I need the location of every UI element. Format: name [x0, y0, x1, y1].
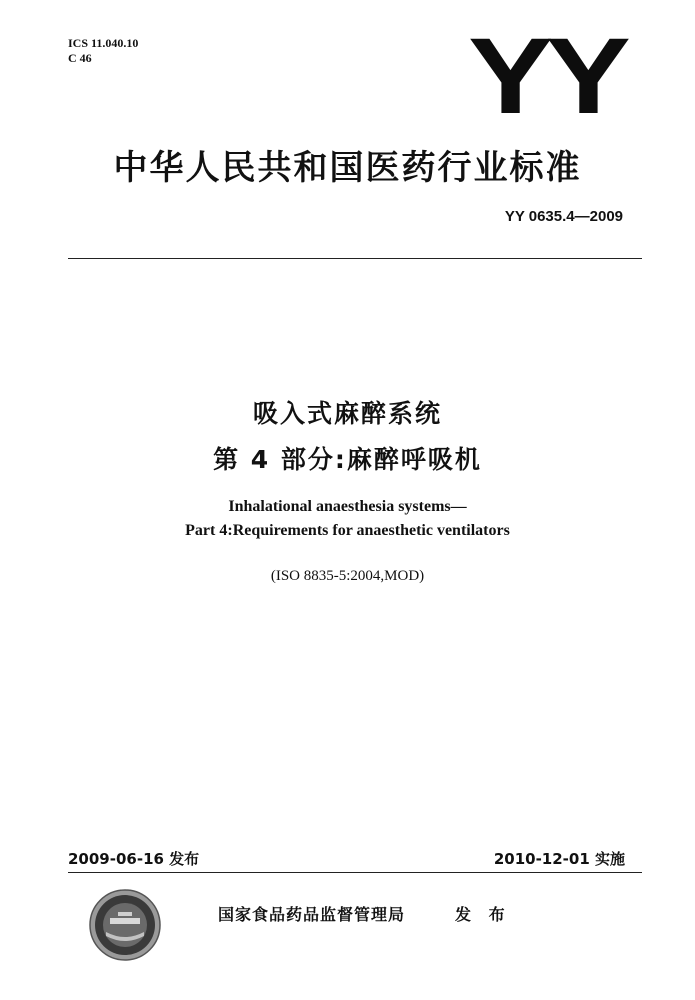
- standard-number: YY 0635.4—2009: [504, 208, 623, 225]
- ics-code: ICS 11.040.10: [68, 36, 139, 50]
- ccs-code: C 46: [68, 51, 92, 65]
- issue-date: 2009-06-16 发布: [68, 850, 200, 868]
- implementation-date: 2010-12-01 实施: [493, 850, 625, 868]
- chinese-title-line2: 第 4 部分:麻醉呼吸机: [213, 445, 482, 474]
- english-title-line1: Inhalational anaesthesia systems—: [228, 498, 467, 515]
- header-divider: [68, 258, 642, 259]
- publish-label: 发 布: [455, 905, 511, 924]
- chinese-title-line1: 吸入式麻醉系统: [252, 399, 442, 428]
- classification-codes: [68, 36, 138, 66]
- footer-divider: [68, 872, 642, 873]
- yy-logo: YY: [468, 15, 624, 136]
- iso-reference: (ISO 8835-5:2004,MOD): [270, 568, 425, 584]
- english-title-line2: Part 4:Requirements for anaesthetic ventilators: [185, 522, 510, 539]
- publisher-name: 国家食品药品监督管理局: [218, 905, 406, 924]
- official-seal-icon: [88, 888, 162, 962]
- standard-category-title: 中华人民共和国医药行业标准: [113, 148, 582, 188]
